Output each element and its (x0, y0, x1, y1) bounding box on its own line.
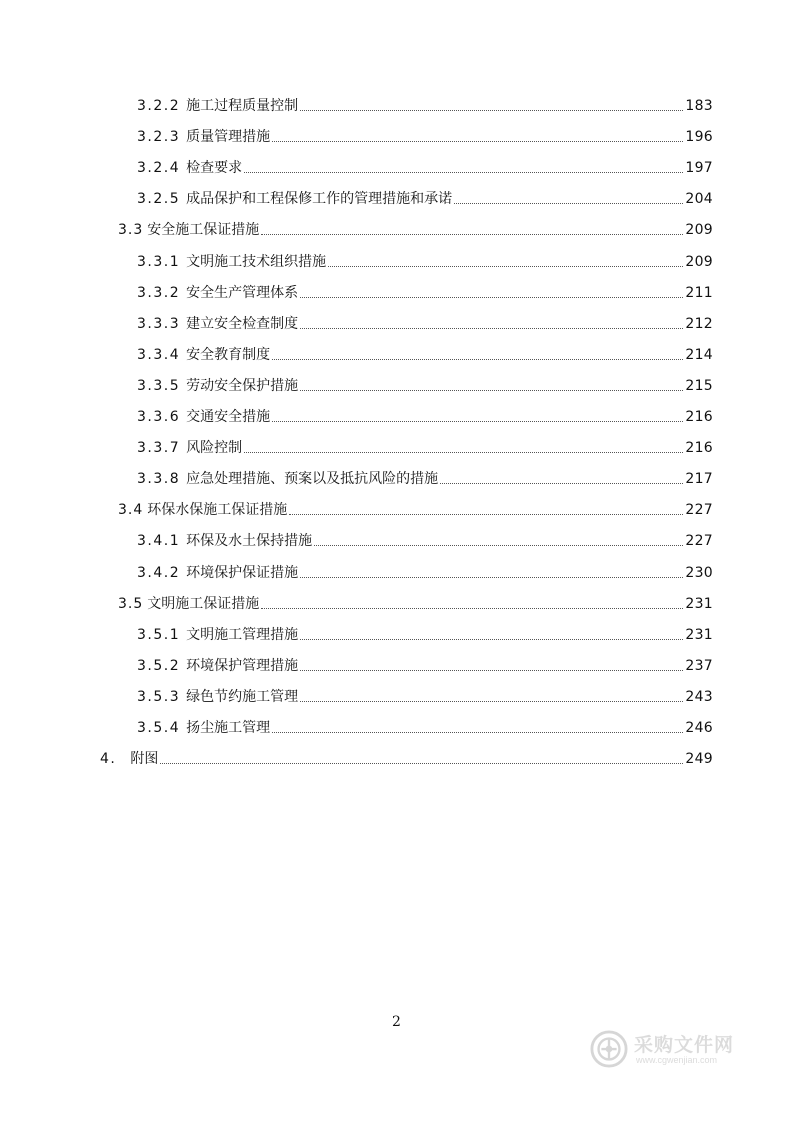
watermark-url: www.cgwenjian.com (636, 1055, 718, 1065)
toc-entry[interactable] (137, 249, 713, 271)
toc-entry-number: 3.3.6 (137, 409, 181, 425)
toc-leader-dots (272, 732, 683, 733)
toc-entry-number: 3.2.2 (137, 98, 181, 114)
toc-entry-title: 文明施工管理措施 (186, 626, 299, 643)
toc-entry-title: 附图 (130, 751, 159, 768)
toc-entry-number: 3.5.1 (137, 626, 181, 643)
toc-entry-number: 3.3.8 (137, 471, 181, 488)
toc-leader-dots (454, 203, 683, 204)
toc-entry-number: 3.3.2 (137, 284, 181, 301)
toc-entry[interactable] (100, 746, 713, 768)
toc-entry-page: 227 (685, 502, 713, 519)
toc-entry-title: 扬尘施工管理 (186, 720, 271, 736)
toc-entry-page: 246 (685, 720, 713, 736)
toc-entry-title: 建立安全检查制度 (186, 315, 299, 332)
toc-entry[interactable] (137, 528, 713, 550)
toc-leader-dots (314, 545, 683, 546)
toc-entry[interactable] (137, 311, 713, 333)
toc-entry-number: 3.2.4 (137, 160, 181, 177)
toc-leader-dots (244, 452, 683, 453)
toc-entry-title: 施工过程质量控制 (186, 98, 299, 114)
toc-entry-title: 风险控制 (186, 440, 243, 457)
toc-entry-page: 249 (685, 751, 713, 768)
toc-leader-dots (300, 701, 683, 702)
toc-entry-page: 214 (685, 346, 713, 363)
toc-leader-dots (300, 328, 683, 329)
toc-entry-number: 3.5.4 (137, 720, 181, 736)
toc-entry-title: 环保及水土保持措施 (186, 533, 313, 550)
toc-entry[interactable] (137, 622, 713, 644)
toc-leader-dots (300, 670, 683, 671)
toc-entry[interactable] (118, 497, 713, 519)
toc-leader-dots (272, 141, 683, 142)
toc-leader-dots (300, 390, 683, 391)
toc-entry-page: 231 (685, 626, 713, 643)
toc-entry-number: 3.5.3 (137, 688, 181, 705)
toc-entry-title: 环境保护保证措施 (186, 564, 299, 581)
toc-entry[interactable] (137, 93, 713, 115)
toc-entry-number: 3.3.7 (137, 440, 181, 457)
toc-entry-page: 230 (685, 564, 713, 581)
toc-entry-page: 216 (685, 409, 713, 425)
toc-entry-page: 204 (685, 191, 713, 208)
toc-entry-number: 3.3.1 (137, 253, 181, 270)
toc-entry[interactable] (137, 560, 713, 582)
toc-leader-dots (261, 608, 683, 609)
toc-leader-dots (160, 763, 683, 764)
toc-entry-number: 3.3.3 (137, 315, 181, 332)
toc-entry-page: 197 (685, 160, 713, 177)
toc-leader-dots (300, 577, 683, 578)
toc-entry[interactable] (137, 155, 713, 177)
toc-entry[interactable] (137, 435, 713, 457)
toc-leader-dots (272, 421, 683, 422)
watermark-name: 采购文件网 (634, 1034, 735, 1056)
toc-entry-page: 227 (685, 533, 713, 550)
toc-entry-title: 环境保护管理措施 (186, 657, 299, 674)
toc-entry-title: 检查要求 (186, 160, 243, 177)
toc-entry-page: 217 (685, 471, 713, 488)
toc-leader-dots (300, 639, 683, 640)
toc-entry-number: 3.3.4 (137, 346, 181, 363)
toc-entry-page: 215 (685, 377, 713, 394)
toc-entry[interactable] (137, 684, 713, 706)
toc-entry-page: 209 (685, 253, 713, 270)
toc-entry-number: 3.4 (118, 502, 144, 519)
toc-leader-dots (300, 110, 683, 111)
toc-entry-page: 183 (685, 98, 713, 114)
toc-entry-number: 3.2.3 (137, 129, 181, 146)
toc-leader-dots (440, 483, 683, 484)
toc-entry[interactable] (137, 715, 713, 737)
toc-entry-number: 3.5.2 (137, 657, 181, 674)
toc-entry[interactable] (137, 466, 713, 488)
toc-entry-title: 安全施工保证措施 (147, 222, 260, 239)
toc-leader-dots (289, 514, 683, 515)
toc-entry[interactable] (137, 373, 713, 395)
toc-entry-number: 3.2.5 (137, 191, 181, 208)
toc-leader-dots (272, 359, 683, 360)
toc-entry-title: 劳动安全保护措施 (186, 377, 299, 394)
toc-entry-page: 212 (685, 315, 713, 332)
toc-entry-number: 3.3.5 (137, 377, 181, 394)
toc-entry-title: 交通安全措施 (186, 409, 271, 425)
toc-entry-title: 绿色节约施工管理 (186, 688, 299, 705)
toc-entry-page: 231 (685, 595, 713, 612)
toc-leader-dots (328, 266, 683, 267)
toc-entry[interactable] (137, 280, 713, 302)
toc-entry[interactable] (137, 186, 713, 208)
toc-entry[interactable] (137, 653, 713, 675)
watermark (590, 1028, 760, 1072)
toc-entry-title: 应急处理措施、预案以及抵抗风险的措施 (186, 471, 439, 488)
toc-entry[interactable] (137, 342, 713, 364)
toc-entry-page: 209 (685, 222, 713, 239)
toc-entry-title: 安全生产管理体系 (186, 284, 299, 301)
toc-entry-title: 安全教育制度 (186, 346, 271, 363)
toc-entry[interactable] (118, 217, 713, 239)
toc-entry-title: 文明施工技术组织措施 (186, 253, 327, 270)
toc-leader-dots (300, 297, 683, 298)
cgwenjian-logo-icon (590, 1030, 628, 1068)
toc-entry-page: 211 (685, 284, 713, 301)
toc-entry-number: 3.5 (118, 595, 144, 612)
toc-entry-title: 成品保护和工程保修工作的管理措施和承诺 (186, 191, 453, 208)
toc-entry-number: 3.4.2 (137, 564, 181, 581)
toc-entry-title: 文明施工保证措施 (147, 595, 260, 612)
toc-leader-dots (244, 172, 683, 173)
toc-entry[interactable] (137, 404, 713, 426)
toc-entry[interactable] (118, 591, 713, 613)
toc-entry-page: 196 (685, 129, 713, 146)
toc-entry-number: 3.3 (118, 222, 144, 239)
toc-entry-page: 237 (685, 657, 713, 674)
toc-entry-title: 环保水保施工保证措施 (147, 502, 288, 519)
toc-leader-dots (261, 234, 683, 235)
toc-entry-number: 3.4.1 (137, 533, 181, 550)
toc-entry[interactable] (137, 124, 713, 146)
page-number: 2 (392, 1014, 401, 1030)
toc-entry-number: 4. (100, 751, 117, 768)
toc-entry-title: 质量管理措施 (186, 129, 271, 146)
toc-entry-page: 243 (685, 688, 713, 705)
toc-entry-page: 216 (685, 440, 713, 457)
